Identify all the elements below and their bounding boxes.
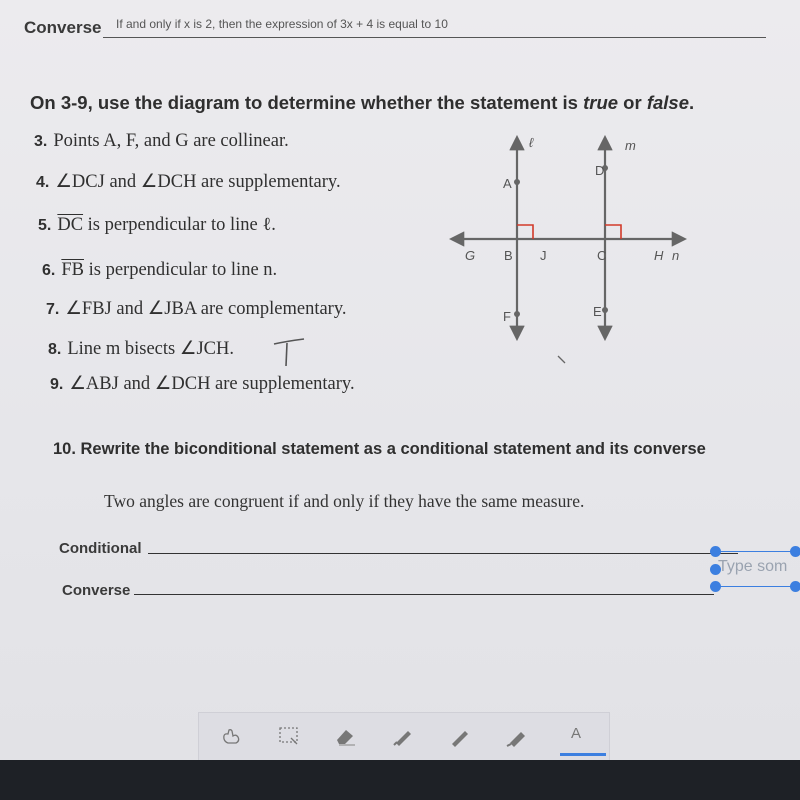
question-5: 5. $\overline{DC}$ is perpendicular to line ℓ. [38,215,276,235]
label-point-f: F [503,309,511,324]
label-point-c: C [597,248,607,263]
highlighter-tool-icon[interactable] [502,725,532,749]
question-4: 4. ∠DCJ and ∠DCH are supplementary. [36,172,341,192]
right-angle-mark-c [605,225,621,239]
textbox-input[interactable]: Type som [718,558,788,575]
label-line-l: ℓ [529,135,534,150]
point-f [514,311,520,317]
pan-tool-icon[interactable] [217,725,247,749]
conditional-label: Conditional [59,540,142,557]
text-tool-icon[interactable]: A [570,725,581,742]
marker-tool-icon[interactable] [388,725,418,749]
right-angle-mark-b [517,225,533,239]
active-tool-indicator [560,753,606,756]
question-10-prompt: 10. Rewrite the biconditional statement as a conditional statement and its converse [53,440,706,458]
question-7: 7. ∠FBJ and ∠JBA are complementary. [46,299,347,319]
converse-answer-line [103,37,766,38]
resize-handle-top-right[interactable] [790,546,800,557]
textbox-selection-bottom [716,586,796,587]
handwritten-answer-mark [270,334,315,374]
label-point-h: H [654,248,664,263]
label-point-d: D [595,163,605,178]
converse-label: Converse [24,18,102,37]
label-point-b: B [504,248,513,263]
instructions: On 3-9, use the diagram to determine whether the statement is true or false. [30,92,695,113]
label-line-n: n [672,248,680,263]
resize-handle-bottom-left[interactable] [710,581,721,592]
label-point-a: A [503,176,512,191]
point-e [602,307,608,313]
converse-answer-line[interactable] [134,594,714,595]
biconditional-statement: Two angles are congruent if and only if they have the same measure. [104,491,585,511]
question-6: 6. $\overline{FB}$ is perpendicular to line n. [42,260,278,280]
point-a [514,179,520,185]
annotation-toolbar [198,712,610,761]
resize-handle-top-left[interactable] [710,546,721,557]
question-9: 9. ∠ABJ and ∠DCH are supplementary. [50,374,355,394]
geometry-diagram [440,128,700,348]
question-3: 3. Points A, F, and G are collinear. [34,131,289,151]
converse-label-q10: Converse [62,582,131,599]
label-line-m: m [625,138,636,153]
converse-answer[interactable]: If and only if x is 2, then the expression of 3x + 4 is equal to 10 [116,17,448,31]
conditional-answer-line[interactable] [148,553,738,554]
stray-pen-mark [556,354,570,368]
resize-handle-bottom-right[interactable] [790,581,800,592]
label-point-e: E [593,304,602,319]
textbox-selection-top [716,551,796,552]
device-bezel [0,760,800,800]
select-tool-icon[interactable] [274,725,304,749]
label-point-j: J [540,248,547,263]
eraser-tool-icon[interactable] [331,725,361,749]
question-8: 8. Line m bisects ∠JCH. [48,339,234,359]
pen-tool-icon[interactable] [445,725,475,749]
label-point-g: G [465,248,476,263]
